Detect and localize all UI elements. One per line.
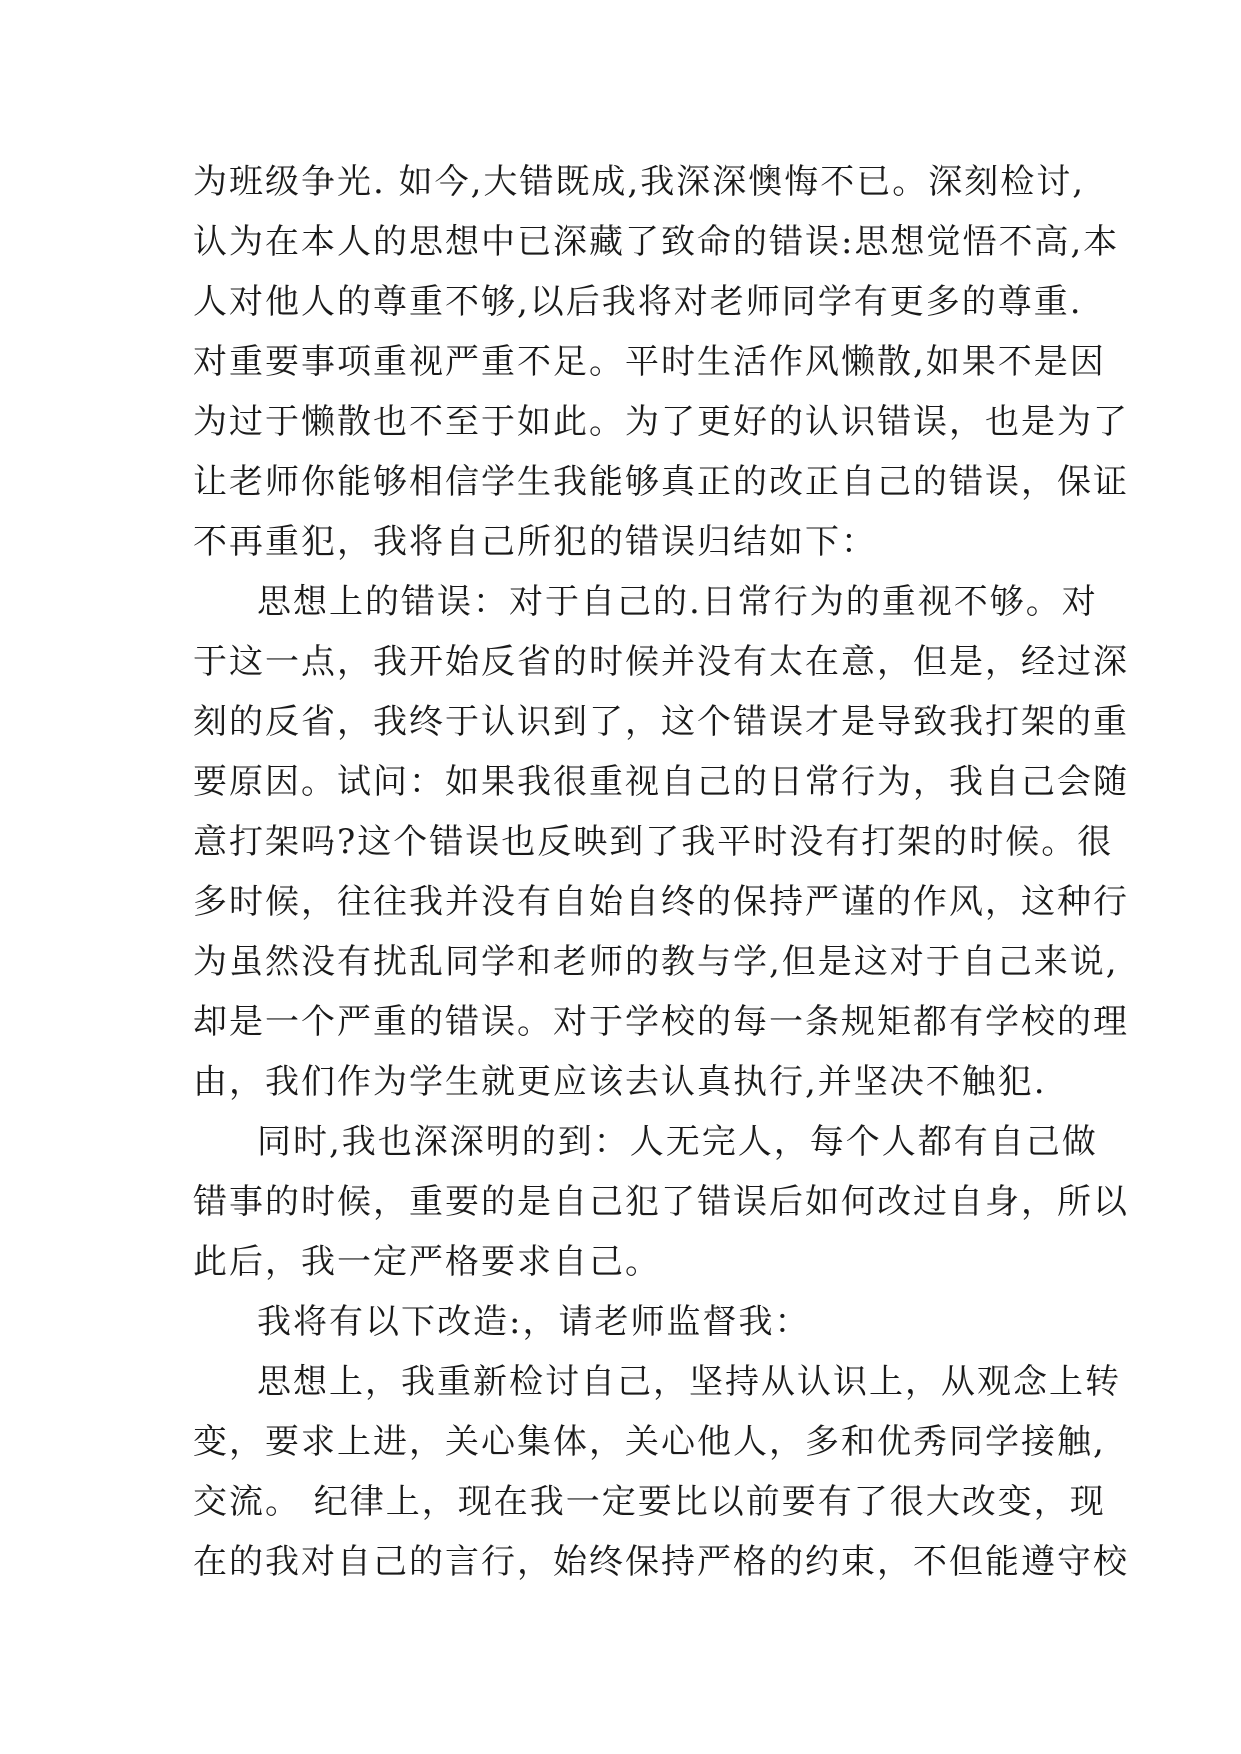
text-line: 意打架吗?这个错误也反映到了我平时没有打架的时候。很: [193, 822, 1114, 862]
text-line: 对重要事项重视严重不足。平时生活作风懒散,如果不是因: [193, 342, 1106, 382]
paragraph-start-line: 思想上，我重新检讨自己，坚持从认识上，从观念上转: [257, 1362, 1121, 1402]
text-line: 人对他人的尊重不够,以后我将对老师同学有更多的尊重.: [193, 282, 1083, 322]
document-body: [193, 152, 1129, 1592]
text-line: 认为在本人的思想中已深藏了致命的错误:思想觉悟不高,本: [193, 222, 1120, 262]
paragraph-start-line: 思想上的错误：对于自己的.日常行为的重视不够。对: [257, 582, 1098, 622]
text-line: 于这一点，我开始反省的时候并没有太在意，但是，经过深: [193, 642, 1129, 682]
text-line: 为过于懒散也不至于如此。为了更好的认识错误，也是为了: [193, 402, 1129, 442]
text-line: 让老师你能够相信学生我能够真正的改正自己的错误，保证: [193, 462, 1129, 502]
text-line: 为班级争光. 如今,大错既成,我深深懊悔不已。深刻检讨,: [193, 162, 1086, 202]
text-line: 变，要求上进，关心集体，关心他人，多和优秀同学接触,: [193, 1422, 1106, 1462]
text-line: 刻的反省，我终于认识到了，这个错误才是导致我打架的重: [193, 702, 1129, 742]
text-line: 要原因。试问：如果我很重视自己的日常行为，我自己会随: [193, 762, 1129, 802]
text-line: 不再重犯，我将自己所犯的错误归结如下：: [193, 522, 877, 562]
text-line: 此后，我一定严格要求自己。: [193, 1242, 661, 1282]
text-line: 由，我们作为学生就更应该去认真执行,并坚决不触犯.: [193, 1062, 1047, 1102]
text-line: 为虽然没有扰乱同学和老师的教与学,但是这对于自己来说,: [193, 942, 1119, 982]
paragraph-start-line: 同时,我也深深明的到：人无完人，每个人都有自己做: [257, 1122, 1098, 1162]
text-line: 却是一个严重的错误。对于学校的每一条规矩都有学校的理: [193, 1002, 1129, 1042]
text-line: 交流。 纪律上，现在我一定要比以前要有了很大改变，现: [193, 1482, 1106, 1522]
text-line: 错事的时候，重要的是自己犯了错误后如何改过自身，所以: [193, 1182, 1129, 1222]
paragraph-start-line: 我将有以下改造:，请老师监督我：: [257, 1302, 811, 1342]
text-line: 在的我对自己的言行，始终保持严格的约束，不但能遵守校: [193, 1542, 1129, 1582]
text-line: 多时候，往往我并没有自始自终的保持严谨的作风，这种行: [193, 882, 1129, 922]
